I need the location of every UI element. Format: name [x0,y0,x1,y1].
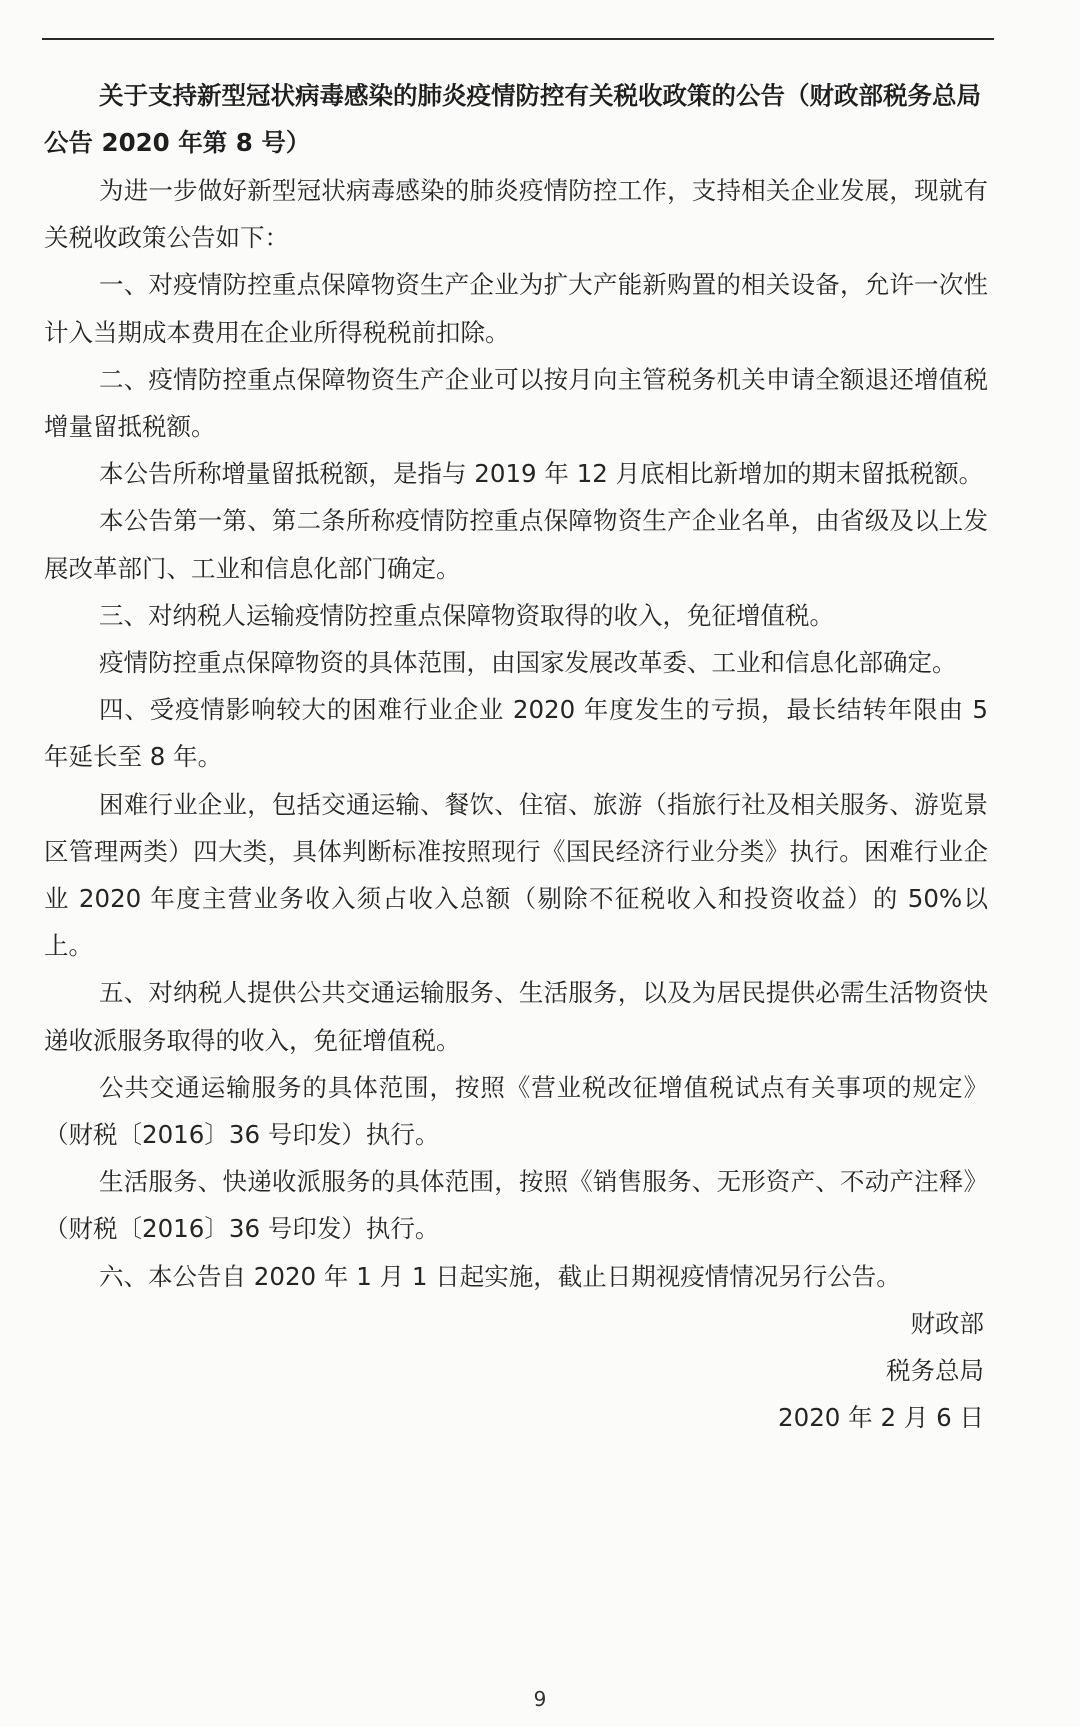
paragraphs [44,167,988,1300]
signature-org-sta: 税务总局 [886,1356,984,1386]
paragraph-3: 三、对纳税人运输疫情防控重点保障物资取得的收入，免征增值税。 [99,600,834,630]
signature-org-mof: 财政部 [910,1308,984,1338]
top-rule [42,38,994,40]
paragraph-5-note-transport: 公共交通运输服务的具体范围，按照《营业税改征增值税试点有关事项的规定》（财税〔2016〕36 号印发）执行。 [44,1072,988,1150]
paragraph-4: 四、受疫情影响较大的困难行业企业 2020 年度发生的亏损，最长结转年限由 5 年延长至 8 年。 [44,695,988,772]
paragraph-intro: 为进一步做好新型冠状病毒感染的肺炎疫情防控工作，支持相关企业发展，现就有关税收政策公告如下： [44,176,988,253]
signature-date: 2020 年 2 月 6 日 [778,1403,984,1433]
paragraph-2-note: 本公告所称增量留抵税额，是指与 2019 年 12 月底相比新增加的期末留抵税额。 [99,459,984,489]
paragraph-2: 二、疫情防控重点保障物资生产企业可以按月向主管税务机关申请全额退还增值税增量留抵税额。 [44,364,988,442]
page-number: 9 [533,1687,547,1711]
paragraph-1-2-note: 本公告第一第、第二条所称疫情防控重点保障物资生产企业名单，由省级及以上发展改革部门、工业和信息化部门确定。 [44,506,988,583]
document-title: 关于支持新型冠状病毒感染的肺炎疫情防控有关税收政策的公告（财政部税务总局公告 2020 年第 8 号） [44,81,981,157]
paragraph-3-note: 疫情防控重点保障物资的具体范围，由国家发展改革委、工业和信息化部确定。 [99,648,957,678]
paragraph-6: 六、本公告自 2020 年 1 月 1 日起实施，截止日期视疫情情况另行公告。 [99,1261,901,1291]
paragraph-1: 一、对疫情防控重点保障物资生产企业为扩大产能新购置的相关设备，允许一次性计入当期成本费用在企业所得税税前扣除。 [44,270,988,347]
paragraph-4-note: 困难行业企业，包括交通运输、餐饮、住宿、旅游（指旅行社及相关服务、游览景区管理两类）四大类，具体判断标准按照现行《国民经济行业分类》执行。困难行业企业 2020 年度主营业务收入须占收入总额（剔除不征税收入和投资收益）的 50%以上。 [44,789,988,961]
signature-block [44,1300,988,1442]
paragraph-5-note-services: 生活服务、快递收派服务的具体范围，按照《销售服务、无形资产、不动产注释》（财税〔2016〕36 号印发）执行。 [44,1167,988,1244]
document-body [44,72,988,1441]
paragraph-5: 五、对纳税人提供公共交通运输服务、生活服务，以及为居民提供必需生活物资快递收派服务取得的收入，免征增值税。 [44,978,988,1055]
